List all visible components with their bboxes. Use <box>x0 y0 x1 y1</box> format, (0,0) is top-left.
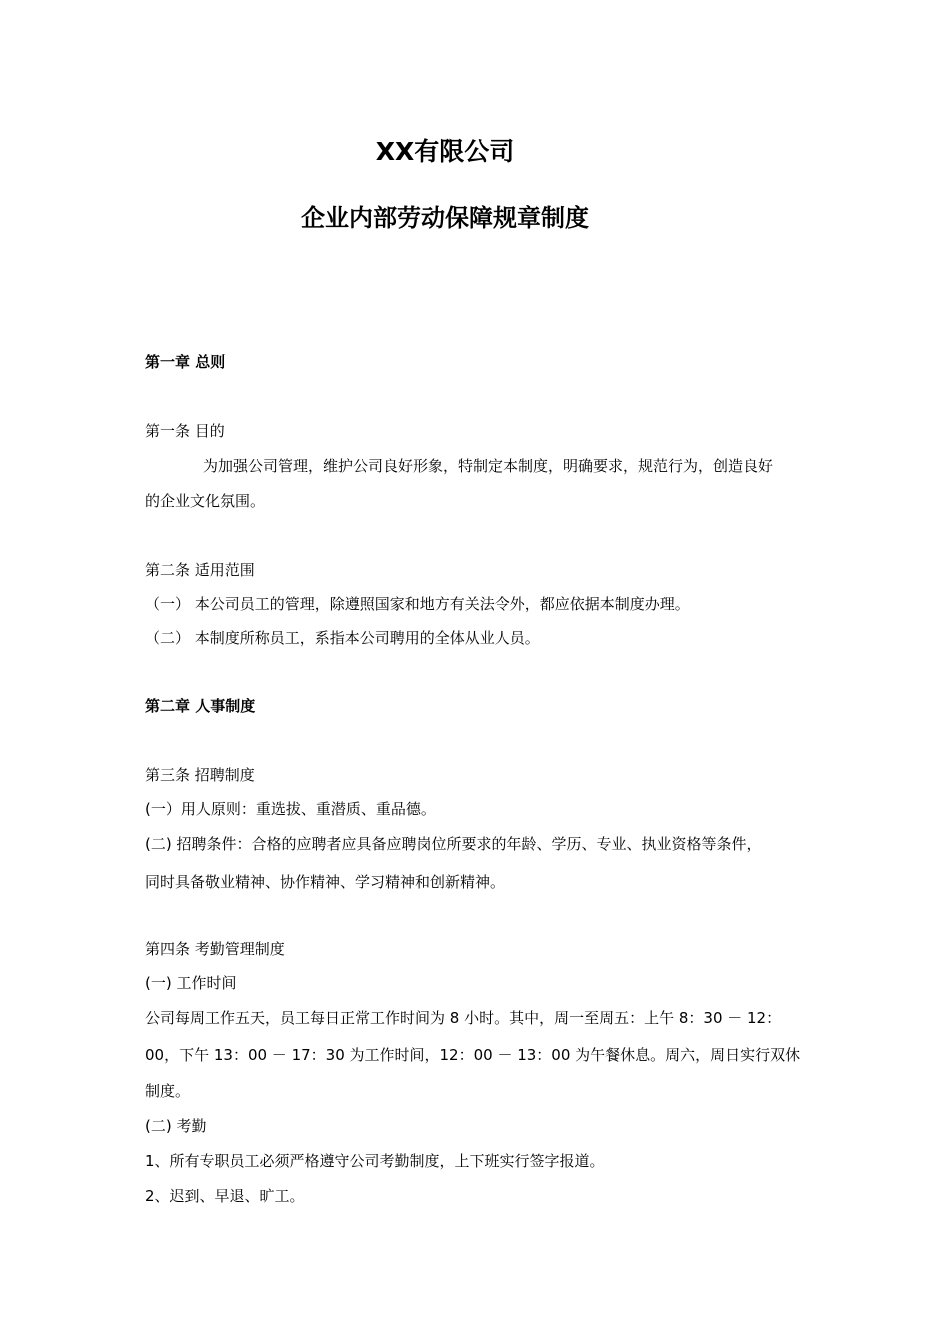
article-4-sub-1-heading: (一) 工作时间 <box>145 974 237 992</box>
article-4-sub-1-line-1: 公司每周工作五天，员工每日正常工作时间为 8 小时。其中，周一至周五：上午 8：30 － 12： <box>145 1009 782 1027</box>
article-4-item-1: 1、所有专职员工必须严格遵守公司考勤制度，上下班实行签字报道。 <box>145 1152 605 1170</box>
article-4-sub-1-line-2: 00，下午 13：00 － 17：30 为工作时间，12：00 － 13：00 为午餐休息。周六，周日实行双休 <box>145 1046 801 1064</box>
article-2-item-2: （二） 本制度所称员工，系指本公司聘用的全体从业人员。 <box>145 629 540 647</box>
chapter-2-heading: 第二章 人事制度 <box>145 697 256 715</box>
article-2-heading: 第二条 适用范围 <box>145 561 255 579</box>
article-3-heading: 第三条 招聘制度 <box>145 766 255 784</box>
article-1-heading: 第一条 目的 <box>145 422 225 440</box>
article-3-item-2-line-1: (二) 招聘条件：合格的应聘者应具备应聘岗位所要求的年龄、学历、专业、执业资格等条件， <box>145 835 762 853</box>
article-4-heading: 第四条 考勤管理制度 <box>145 940 285 958</box>
article-1-paragraph-line-1: 为加强公司管理，维护公司良好形象，特制定本制度，明确要求，规范行为，创造良好 <box>203 457 774 475</box>
article-2-item-1: （一） 本公司员工的管理，除遵照国家和地方有关法令外，都应依据本制度办理。 <box>145 595 690 613</box>
article-3-item-2-line-2: 同时具备敬业精神、协作精神、学习精神和创新精神。 <box>145 873 506 891</box>
article-4-sub-2-heading: (二) 考勤 <box>145 1117 207 1135</box>
article-3-item-1: (一）用人原则：重选拔、重潜质、重品德。 <box>145 800 436 818</box>
document-title: 企业内部劳动保障规章制度 <box>301 204 589 232</box>
article-4-item-2: 2、迟到、早退、旷工。 <box>145 1187 305 1205</box>
company-title: XX有限公司 <box>375 137 515 166</box>
chapter-1-heading: 第一章 总则 <box>145 353 226 371</box>
article-4-sub-1-line-3: 制度。 <box>145 1082 191 1100</box>
article-1-paragraph-line-2: 的企业文化氛围。 <box>145 492 266 510</box>
